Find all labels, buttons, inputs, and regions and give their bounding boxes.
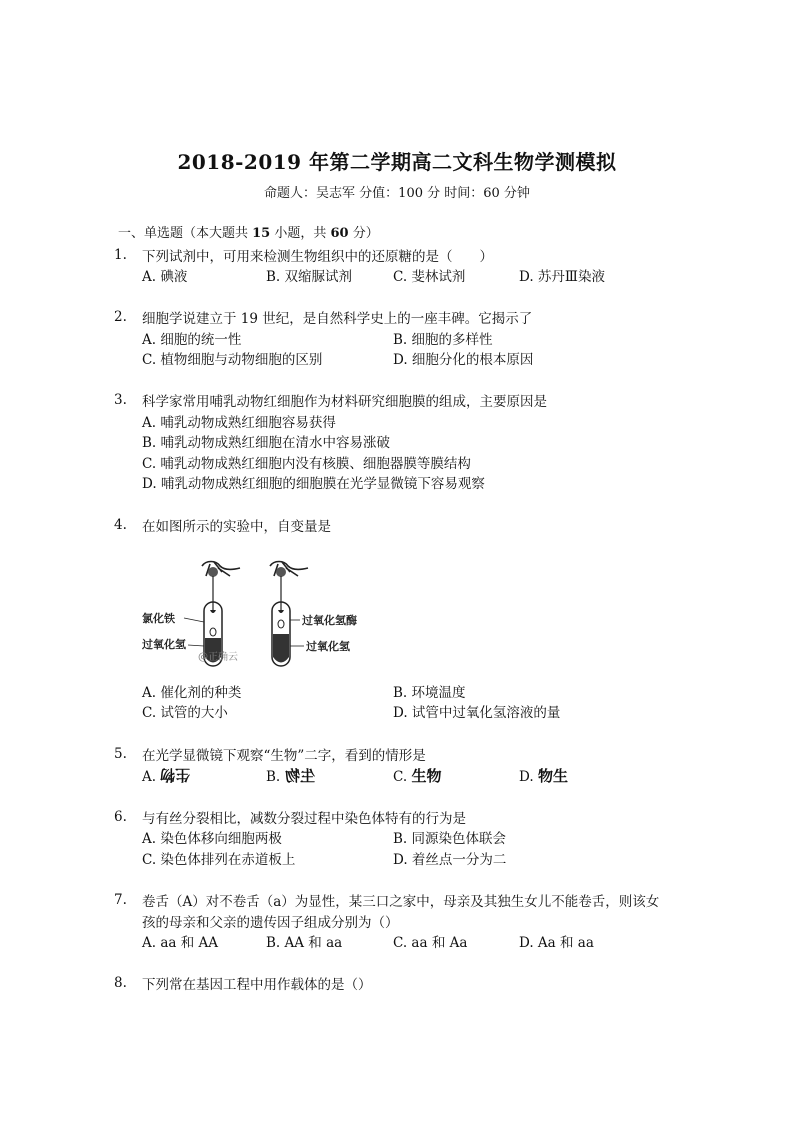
page-title: 2018-2019 年第二学期高二文科生物学测模拟 <box>177 150 617 174</box>
option-a: A. aa 和 AA <box>142 935 219 951</box>
option-c: C. aa 和 Aa <box>393 935 468 951</box>
option-c: C. 斐林试剂 <box>393 269 466 285</box>
question-text: 下列试剂中，可用来检测生物组织中的还原糖的是（ ） <box>142 249 493 265</box>
option-d: D. 苏丹Ⅲ染液 <box>519 269 605 285</box>
question-text: 在如图所示的实验中，自变量是 <box>142 519 331 535</box>
question-number: 1. <box>114 247 127 263</box>
question-text: 与有丝分裂相比，减数分裂过程中染色体特有的行为是 <box>142 811 466 827</box>
option-d: D. 着丝点一分为二 <box>393 852 507 868</box>
question-number: 3. <box>114 392 127 408</box>
option-a: A. 细胞的统一性 <box>142 332 242 348</box>
question-number: 4. <box>114 517 127 533</box>
option-b: B. 环境温度 <box>393 685 466 701</box>
option-b: B. 同源染色体联会 <box>393 831 507 847</box>
option-c: C. 染色体排列在赤道板上 <box>142 852 296 868</box>
option-d: D. Aa 和 aa <box>519 935 594 951</box>
option-d: D. 哺乳动物成熟红细胞的细胞膜在光学显微镜下容易观察 <box>142 476 485 492</box>
label-h2o2-left: 过氧化氢 <box>142 638 186 651</box>
question-text: 卷舌（A）对不卷舌（a）为显性，某三口之家中，母亲及其独生女儿不能卷舌，则该女 <box>142 894 660 910</box>
option-c: C. 试管的大小 <box>142 705 228 721</box>
question-text: 细胞学说建立于 19 世纪，是自然科学史上的一座丰碑。它揭示了 <box>142 311 533 327</box>
test-tube-left-icon <box>202 562 240 667</box>
option-a: A. 生物 <box>142 766 191 785</box>
option-d: D. 细胞分化的根本原因 <box>393 352 534 368</box>
option-a: A. 哺乳动物成熟红细胞容易获得 <box>142 415 336 431</box>
question-text: 下列常在基因工程中用作载体的是（） <box>142 977 372 993</box>
mirrored-text-b: 生物 <box>284 767 315 785</box>
option-b: B. AA 和 aa <box>266 935 343 951</box>
option-b: B. 哺乳动物成熟红细胞在清水中容易涨破 <box>142 435 391 451</box>
option-b: B. 双缩脲试剂 <box>266 269 353 285</box>
section-heading: 一、单选题（本大题共 15 小题，共 60 分） <box>118 226 379 241</box>
option-a: A. 碘液 <box>142 269 188 285</box>
exam-info: 命题人：吴志军 分值：100 分 时间：60 分钟 <box>264 186 530 201</box>
label-h2o2-right: 过氧化氢 <box>306 640 350 653</box>
experiment-figure <box>140 558 380 676</box>
option-c: C. 植物细胞与动物细胞的区别 <box>142 352 323 368</box>
question-text: 在光学显微镜下观察“生物”二字，看到的情形是 <box>142 748 426 764</box>
option-c: C. 生物 <box>393 767 442 785</box>
question-number: 5. <box>114 746 127 762</box>
question-text-cont: 孩的母亲和父亲的遗传因子组成分别为（） <box>142 915 399 931</box>
watermark: @正确云 <box>198 652 238 663</box>
text-d: 物生 <box>537 767 568 785</box>
option-d: D. 物生 <box>519 767 568 785</box>
label-catalase: 过氧化氢酶 <box>302 614 357 627</box>
mirrored-text-a: 生物 <box>160 766 191 784</box>
question-text: 科学家常用哺乳动物红细胞作为材料研究细胞膜的组成，主要原因是 <box>142 394 547 410</box>
label-fecl3: 氯化铁 <box>142 612 175 625</box>
option-d: D. 试管中过氧化氢溶液的量 <box>393 705 561 721</box>
question-number: 8. <box>114 975 127 991</box>
question-number: 2. <box>114 309 127 325</box>
question-number: 6. <box>114 809 127 825</box>
question-number: 7. <box>114 892 127 908</box>
option-b: B. 生物 <box>266 767 315 785</box>
option-c: C. 哺乳动物成熟红细胞内没有核膜、细胞器膜等膜结构 <box>142 456 471 472</box>
option-a: A. 催化剂的种类 <box>142 685 242 701</box>
option-a: A. 染色体移向细胞两极 <box>142 831 282 847</box>
text-c: 生物 <box>411 767 442 785</box>
option-b: B. 细胞的多样性 <box>393 332 493 348</box>
